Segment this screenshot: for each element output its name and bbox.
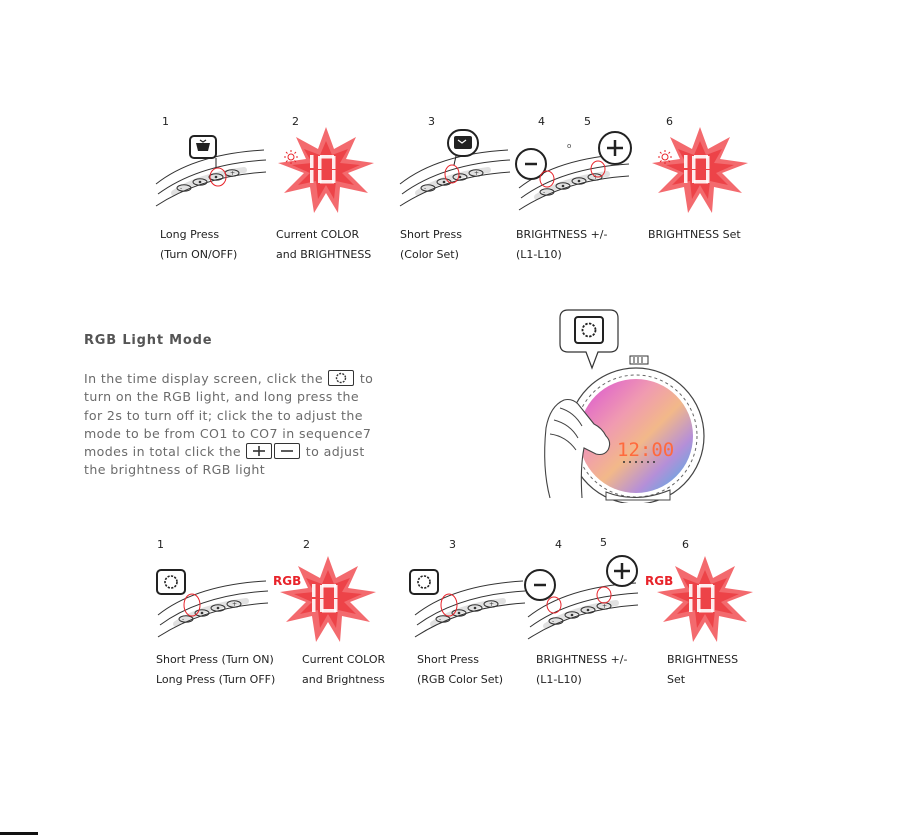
brightness-set-burst — [650, 127, 750, 217]
step-caption: BRIGHTNESS Set — [648, 228, 741, 241]
rgb-label: RGB — [645, 574, 674, 588]
step-caption: Current COLOR and Brightness — [302, 653, 386, 686]
step-number: 1 — [157, 538, 164, 551]
section-title: RGB Light Mode — [84, 333, 213, 348]
step-number: 4 — [538, 115, 545, 128]
step-number: 6 — [682, 538, 689, 551]
step-number: 5 — [600, 536, 607, 549]
step-caption: Short Press (RGB Color Set) — [417, 653, 504, 686]
rgb-button-icon — [328, 370, 354, 386]
step-number: 3 — [428, 115, 435, 128]
step-number: 1 — [162, 115, 169, 128]
rgb-label: RGB — [273, 574, 302, 588]
control-panel-illustration — [403, 563, 528, 643]
rgb-brightness-set-burst — [655, 556, 755, 646]
step-number: 5 — [584, 115, 591, 128]
brightness-adjust-illustration — [518, 555, 643, 645]
step-caption: Short Press (Turn ON) Long Press (Turn OFF) — [156, 653, 276, 686]
plus-button-icon — [246, 443, 272, 459]
step-number: 3 — [449, 538, 456, 551]
control-panel-illustration — [394, 128, 514, 214]
step-caption: BRIGHTNESS +/- (L1-L10) — [516, 228, 608, 261]
step-number: 2 — [303, 538, 310, 551]
svg-text:12:00: 12:00 — [617, 439, 675, 461]
step-caption: Short Press (Color Set) — [400, 228, 462, 261]
instruction-paragraph: In the time display screen, click the to turn on the RGB light, and long press the for 2s to turn off it; click the to adjust the mode to be from CO1 to CO7 in sequence7 modes in total click the to adjust the brightness of RGB light — [84, 371, 374, 478]
brightness-adjust-illustration — [505, 128, 640, 218]
control-panel-illustration — [150, 563, 275, 643]
rgb-button-icon — [410, 570, 438, 594]
rgb-color-display-burst — [278, 556, 378, 646]
rgb-button-icon — [157, 570, 185, 594]
step-caption: BRIGHTNESS +/- (L1-L10) — [536, 653, 628, 686]
step-number: 2 — [292, 115, 299, 128]
minus-button-icon — [274, 443, 300, 459]
step-caption: Long Press (Turn ON/OFF) — [160, 228, 238, 261]
step-number: 6 — [666, 115, 673, 128]
footer-bar — [0, 832, 38, 835]
sunrise-clock-illustration — [520, 308, 720, 503]
color-display-burst — [276, 127, 376, 217]
step-number: 4 — [555, 538, 562, 551]
svg-text:o: o — [567, 142, 572, 150]
control-panel-illustration — [150, 134, 270, 214]
step-caption: Current COLOR and BRIGHTNESS — [276, 228, 372, 261]
step-caption: BRIGHTNESS Set — [667, 653, 739, 686]
